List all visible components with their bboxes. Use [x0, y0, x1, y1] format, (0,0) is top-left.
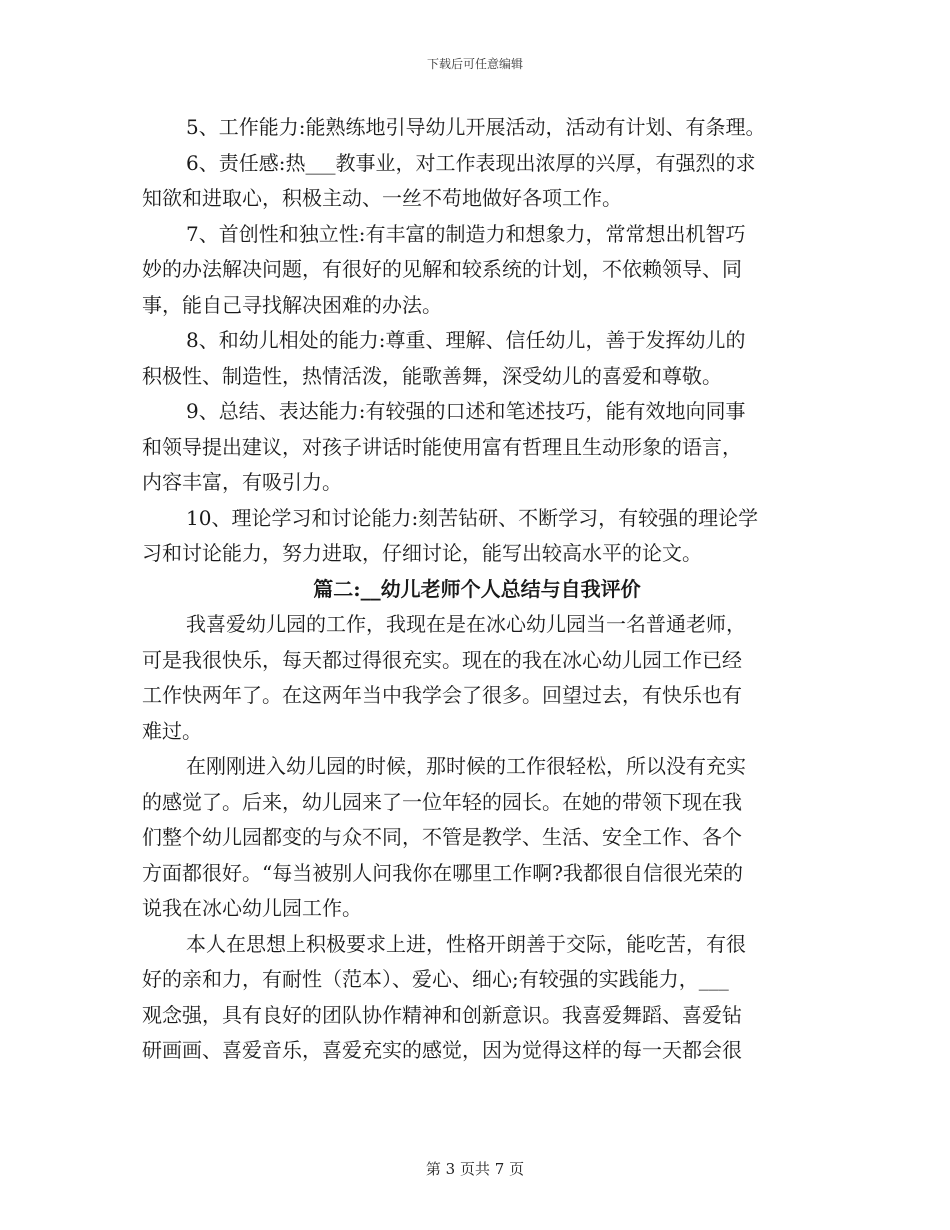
- section-heading: 篇二:__幼儿老师个人总结与自我评价: [313, 576, 641, 601]
- paragraph-line: 说我在冰心幼儿园工作。: [142, 896, 362, 920]
- paragraph-line: 本人在思想上积极要求上进，性格开朗善于交际，能吃苦，有很: [186, 931, 746, 956]
- paragraph-line: 们整个幼儿园都变的与众不同，不管是教学、生活、安全工作、各个: [142, 825, 742, 849]
- paragraph-line: 6、责任感:热___教事业，对工作表现出浓厚的兴厚，有强烈的求: [186, 150, 756, 175]
- paragraph-line: 我喜爱幼儿园的工作，我现在是在冰心幼儿园当一名普通老师，: [186, 612, 746, 636]
- page-footer: 第 3 页共 7 页: [425, 1160, 525, 1178]
- paragraph-line: 的感觉了。后来，幼儿园来了一位年轻的园长。在她的带领下现在我: [142, 789, 742, 814]
- page-header: 下载后可任意编辑: [426, 57, 523, 71]
- paragraph-line: 妙的办法解决问题，有很好的见解和较系统的计划，不依赖领导、同: [142, 257, 742, 281]
- paragraph-line: 研画画、喜爱音乐，喜爱充实的感觉，因为觉得这样的每一天都会很: [142, 1038, 742, 1062]
- paragraph-line: 事，能自己寻找解决困难的办法。: [142, 292, 442, 317]
- paragraph-line: 习和讨论能力，努力进取，仔细讨论，能写出较高水平的论文。: [142, 541, 702, 565]
- paragraph-line: 观念强，具有良好的团队协作精神和创新意识。我喜爱舞蹈、喜爱钻: [142, 1002, 742, 1027]
- paragraph-line: 积极性、制造性，热情活泼，能歌善舞，深受幼儿的喜爱和尊敬。: [142, 363, 722, 388]
- paragraph-line: 好的亲和力，有耐性（范本）、爱心、细心;有较强的实践能力，___: [142, 967, 729, 991]
- paragraph-line: 内容丰富，有吸引力。: [142, 470, 342, 494]
- paragraph-line: 方面都很好。“每当被别人问我你在哪里工作啊?我都很自信很光荣的: [142, 860, 743, 885]
- paragraph-line: 和领导提出建议，对孩子讲话时能使用富有哲理且生动形象的语言，: [142, 434, 742, 459]
- paragraph-line: 10、理论学习和讨论能力:刻苦钻研、不断学习，有较强的理论学: [186, 505, 759, 530]
- paragraph-line: 8、和幼儿相处的能力:尊重、理解、信任幼儿，善于发挥幼儿的: [186, 328, 746, 352]
- paragraph-line: 可是我很快乐，每天都过得很充实。现在的我在冰心幼儿园工作已经: [142, 647, 742, 672]
- paragraph-line: 5、工作能力:能熟练地引导幼儿开展活动，活动有计划、有条理。: [186, 115, 766, 139]
- paragraph-line: 知欲和进取心，积极主动、一丝不苟地做好各项工作。: [142, 186, 622, 210]
- paragraph-line: 难过。: [142, 718, 202, 743]
- paragraph-line: 9、总结、表达能力:有较强的口述和笔述技巧，能有效地向同事: [186, 399, 746, 423]
- paragraph-line: 工作快两年了。在这两年当中我学会了很多。回望过去，有快乐也有: [142, 683, 742, 707]
- paragraph-line: 7、首创性和独立性:有丰富的制造力和想象力，常常想出机智巧: [186, 221, 746, 246]
- document-body: [142, 110, 812, 1069]
- paragraph-line: 在刚刚进入幼儿园的时候，那时候的工作很轻松，所以没有充实: [186, 754, 746, 778]
